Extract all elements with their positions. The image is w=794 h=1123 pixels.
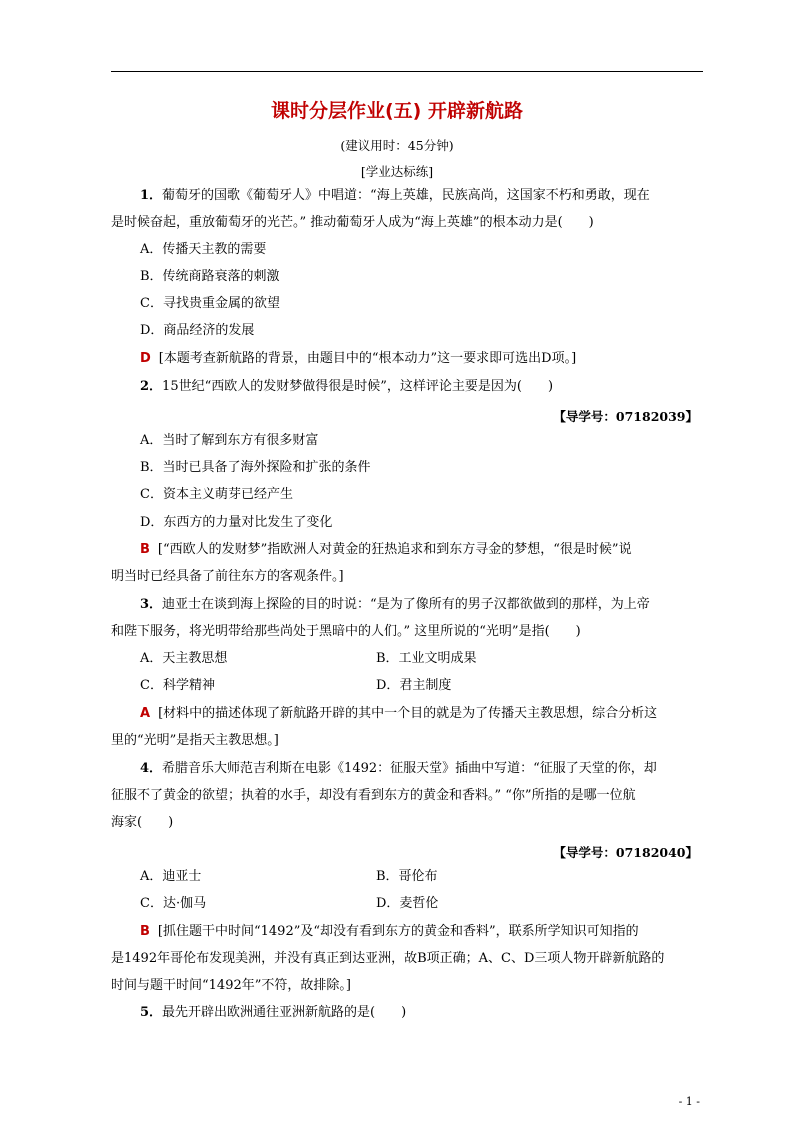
page-title: 课时分层作业(五) 开辟新航路: [271, 100, 523, 122]
guide-number: 【导学号：07182040】: [553, 845, 698, 860]
question-2-stem: 2．15世纪“西欧人的发财梦做得很是时候”，这样评论主要是因为( ): [140, 379, 554, 394]
option: B．传统商路衰落的刺激: [140, 269, 280, 284]
option: A．迪亚士: [140, 869, 202, 884]
question-5-stem: 5．最先开辟出欧洲通往亚洲新航路的是( ): [140, 1005, 407, 1020]
section-heading: [学业达标练]: [360, 164, 434, 179]
question-1-stem-line-1: 1．葡萄牙的国歌《葡萄牙人》中唱道：“海上英雄，民族高尚，这国家不朽和勇敢，现在: [140, 188, 650, 203]
question-4-stem-line-1: 4．希腊音乐大师范吉利斯在电影《1492：征服天堂》插曲中写道：“征服了天堂的你，却: [140, 761, 657, 776]
option: B．工业文明成果: [376, 651, 477, 666]
answer-explanation-4-cont-1: 是1492年哥伦布发现美洲，并没有真正到达亚洲，故B项正确；A、C、D三项人物开辟新航路的: [111, 951, 665, 966]
answer-letter: B: [140, 924, 150, 939]
answer-explanation-4-cont-2: 时间与题干时间“1492年”不符，故排除。]: [111, 978, 351, 993]
header-rule: [111, 71, 703, 72]
option: B．当时已具备了海外探险和扩张的条件: [140, 460, 371, 475]
question-3-stem-line-2: 和陛下服务，将光明带给那些尚处于黑暗中的人们。” 这里所说的“光明”是指( ): [111, 624, 581, 639]
suggested-time: (建议用时：45分钟): [340, 138, 454, 153]
option: A．传播天主教的需要: [140, 242, 267, 257]
option: C．科学精神: [140, 678, 215, 693]
option: B．哥伦布: [376, 869, 438, 884]
question-3-stem-line-1: 3．迪亚士在谈到海上探险的目的时说：“是为了像所有的男子汉都欲做到的那样，为上帝: [140, 597, 650, 612]
answer-explanation-2-cont: 明当时已经具备了前往东方的客观条件。]: [111, 569, 344, 584]
option: D．东西方的力量对比发生了变化: [140, 515, 333, 530]
option: C．达·伽马: [140, 896, 207, 911]
answer-explanation-2: B [“西欧人的发财梦”指欧洲人对黄金的狂热追求和到东方寻金的梦想，“很是时候”说: [140, 542, 632, 557]
option: A．天主教思想: [140, 651, 228, 666]
option: D．商品经济的发展: [140, 323, 255, 338]
question-1-stem-line-2: 是时候奋起，重放葡萄牙的光芒。” 推动葡萄牙人成为“海上英雄”的根本动力是( ): [111, 215, 594, 230]
answer-explanation-1: D [本题考查新航路的背景，由题目中的“根本动力”这一要求即可选出D项。]: [140, 351, 577, 366]
answer-explanation-3: A [材料中的描述体现了新航路开辟的其中一个目的就是为了传播天主教思想，综合分析这: [140, 706, 658, 721]
option: D．君主制度: [376, 678, 452, 693]
option: D．麦哲伦: [376, 896, 439, 911]
guide-number: 【导学号：07182039】: [553, 409, 698, 424]
page-number: - 1 -: [678, 1095, 700, 1108]
answer-letter: A: [140, 706, 151, 721]
option: C．资本主义萌芽已经产生: [140, 487, 293, 502]
question-4-stem-line-2: 征服不了黄金的欲望；执着的水手，却没有看到东方的黄金和香料。” “你”所指的是哪一位航: [111, 788, 636, 803]
option: A．当时了解到东方有很多财富: [140, 433, 319, 448]
answer-letter: B: [140, 542, 150, 557]
answer-letter: D: [140, 351, 151, 366]
question-4-stem-line-3: 海家( ): [111, 815, 174, 830]
answer-explanation-4: B [抓住题干中时间“1492”及“却没有看到东方的黄金和香料”，联系所学知识可知指的: [140, 924, 639, 939]
option: C．寻找贵重金属的欲望: [140, 296, 280, 311]
answer-explanation-3-cont: 里的“光明”是指天主教思想。]: [111, 733, 279, 748]
